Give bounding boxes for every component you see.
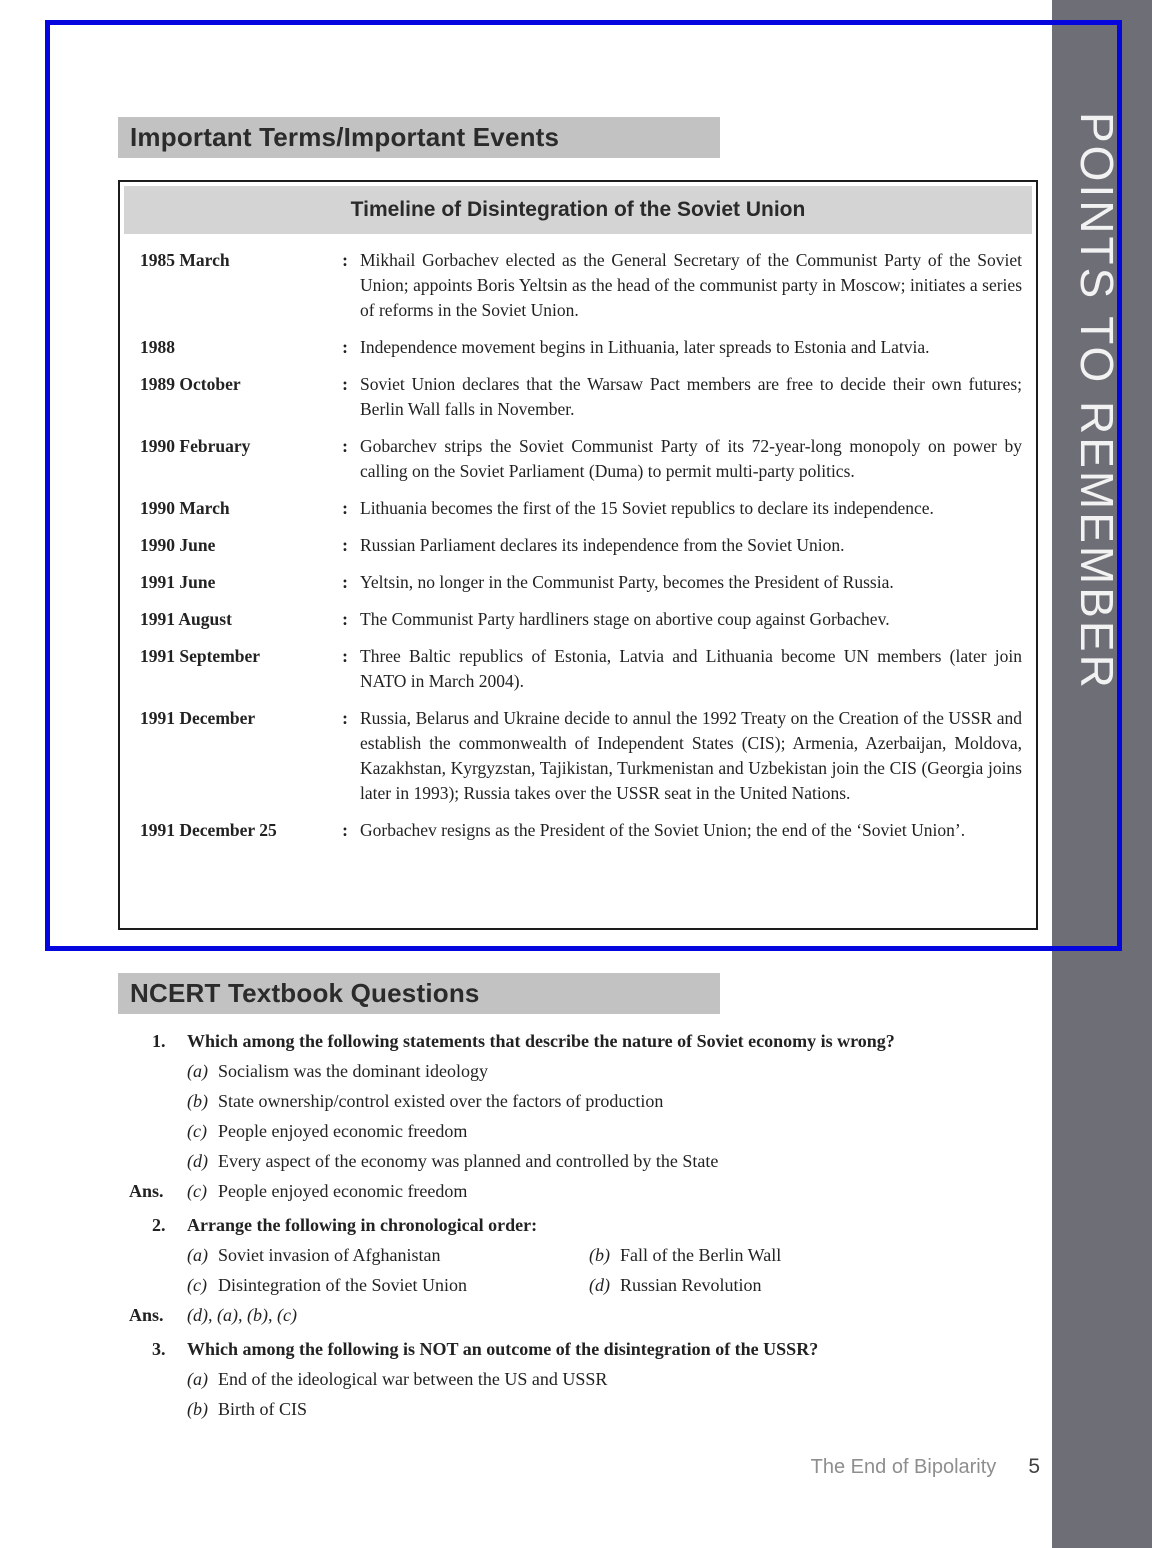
timeline-row [140, 335, 1024, 360]
option-label: (a) [187, 1061, 208, 1081]
answer-sequence: (d), (a), (b), (c) [187, 1305, 297, 1325]
timeline-date: 1991 December [140, 708, 256, 728]
timeline-separator: : [342, 609, 348, 629]
timeline-separator: : [342, 572, 348, 592]
question-number: 2. [152, 1215, 166, 1235]
option-text: Fall of the Berlin Wall [620, 1245, 782, 1265]
answer-option [187, 1176, 467, 1206]
option [187, 1270, 589, 1300]
timeline-event-text: The Communist Party hardliners stage on abortive coup against Gorbachev. [360, 609, 890, 629]
timeline-date: 1990 February [140, 436, 251, 456]
timeline-event-text: Lithuania becomes the first of the 15 Soviet republics to declare its independence. [360, 498, 934, 518]
timeline-date: 1989 October [140, 374, 241, 394]
option [589, 1270, 1042, 1300]
timeline-separator: : [342, 250, 348, 270]
option-text: People enjoyed economic freedom [218, 1121, 468, 1141]
option-text: Disintegration of the Soviet Union [218, 1275, 467, 1295]
timeline-date: 1991 September [140, 646, 261, 666]
timeline-event-text: Mikhail Gorbachev elected as the General Secretary of the Communist Party of the Soviet Union; appoints Boris Yeltsin as the head of the communist party in Moscow; initiates a series of reforms in the Soviet Union. [360, 250, 1022, 320]
answer-option-text: People enjoyed economic freedom [218, 1181, 468, 1201]
chapter-title: The End of Bipolarity [810, 1456, 997, 1478]
option-text: Birth of CIS [218, 1399, 308, 1419]
timeline-separator: : [342, 820, 348, 840]
question-heading [118, 1026, 1042, 1056]
option [187, 1056, 1042, 1086]
option [187, 1086, 1042, 1116]
option-text: Socialism was the dominant ideology [218, 1061, 488, 1081]
timeline-date: 1990 June [140, 535, 216, 555]
option-text: State ownership/control existed over the factors of production [218, 1091, 664, 1111]
question-number: 3. [152, 1339, 166, 1359]
timeline-title: Timeline of Disintegration of the Soviet Union [124, 186, 1032, 234]
answer-label: Ans. [129, 1305, 164, 1325]
question-text: Which among the following is NOT an outcome of the disintegration of the USSR? [187, 1339, 819, 1359]
timeline-event-text: Russian Parliament declares its independence from the Soviet Union. [360, 535, 845, 555]
option [187, 1394, 1042, 1424]
option-label: (b) [187, 1399, 208, 1419]
options-list [187, 1240, 1042, 1300]
timeline-event-text: Yeltsin, no longer in the Communist Party, becomes the President of Russia. [360, 572, 894, 592]
option-text: Every aspect of the economy was planned and controlled by the State [218, 1151, 719, 1171]
timeline-separator: : [342, 646, 348, 666]
timeline-separator: : [342, 498, 348, 518]
options-list [187, 1056, 1042, 1176]
question-number: 1. [152, 1031, 166, 1051]
option [187, 1364, 1042, 1394]
question-text: Arrange the following in chronological order: [187, 1215, 538, 1235]
timeline-separator: : [342, 436, 348, 456]
timeline-date: 1991 August [140, 609, 232, 629]
option-label: (a) [187, 1369, 208, 1389]
timeline-rows [120, 238, 1036, 843]
option-label: (c) [187, 1121, 207, 1141]
page-number: 5 [1028, 1455, 1040, 1478]
timeline-row [140, 533, 1024, 558]
timeline-row [140, 644, 1024, 694]
answer-option-label: (c) [187, 1181, 207, 1201]
timeline-event-text: Russia, Belarus and Ukraine decide to annul the 1992 Treaty on the Creation of the USSR and establish the commonwealth of Independent States (CIS); Armenia, Azerbaijan, Moldova, Kazakhstan, Kyrgyzstan, Tajikistan, Turkmenistan and Uzbekistan join the CIS (Georgia joins later in 1993); Russia takes over the USSR seat in the United Nations. [360, 708, 1022, 803]
timeline-date: 1988 [140, 337, 175, 357]
timeline-row [140, 372, 1024, 422]
option [589, 1240, 1042, 1270]
timeline-event-text: Independence movement begins in Lithuania, later spreads to Estonia and Latvia. [360, 337, 930, 357]
option-text: End of the ideological war between the US and USSR [218, 1369, 608, 1389]
option-text: Russian Revolution [620, 1275, 762, 1295]
question-heading [118, 1334, 1042, 1364]
timeline-date: 1991 December 25 [140, 820, 277, 840]
option [187, 1146, 1042, 1176]
timeline-separator: : [342, 337, 348, 357]
question-heading [118, 1210, 1042, 1240]
answer-row [129, 1300, 1042, 1330]
timeline-event-text: Gorbachev resigns as the President of the Soviet Union; the end of the ‘Soviet Union’. [360, 820, 966, 840]
timeline-separator: : [342, 708, 348, 728]
page-footer [118, 1455, 1040, 1479]
timeline-event-text: Three Baltic republics of Estonia, Latvia and Lithuania become UN members (later join NATO in March 2004). [360, 646, 1022, 691]
timeline-row [140, 496, 1024, 521]
timeline-row [140, 818, 1024, 843]
timeline-row [140, 248, 1024, 323]
option-label: (c) [187, 1275, 207, 1295]
option-label: (a) [187, 1245, 208, 1265]
questions-area [118, 1022, 1042, 1424]
option [187, 1116, 1042, 1146]
timeline-date: 1985 March [140, 250, 230, 270]
timeline-separator: : [342, 535, 348, 555]
timeline-box [118, 180, 1038, 930]
timeline-event-text: Gobarchev strips the Soviet Communist Party of its 72-year-long monopoly on power by calling on the Soviet Parliament (Duma) to permit multi-party politics. [360, 436, 1022, 481]
answer-label: Ans. [129, 1181, 164, 1201]
answer-row [129, 1176, 1042, 1206]
option-text: Soviet invasion of Afghanistan [218, 1245, 441, 1265]
timeline-row [140, 570, 1024, 595]
timeline-date: 1991 June [140, 572, 216, 592]
timeline-separator: : [342, 374, 348, 394]
option-label: (d) [589, 1275, 610, 1295]
option-label: (b) [589, 1245, 610, 1265]
section-title-important-terms: Important Terms/Important Events [118, 117, 720, 158]
option-label: (d) [187, 1151, 208, 1171]
timeline-row [140, 434, 1024, 484]
timeline-row [140, 607, 1024, 632]
timeline-row [140, 706, 1024, 806]
option [187, 1240, 589, 1270]
option-label: (b) [187, 1091, 208, 1111]
options-list [187, 1364, 1042, 1424]
timeline-date: 1990 March [140, 498, 230, 518]
question-text: Which among the following statements that describe the nature of Soviet economy is wrong? [187, 1031, 895, 1051]
timeline-event-text: Soviet Union declares that the Warsaw Pact members are free to decide their own futures; Berlin Wall falls in November. [360, 374, 1022, 419]
sidebar-vertical-label: POINTS TO REMEMBER [1071, 112, 1123, 691]
section-title-ncert-questions: NCERT Textbook Questions [118, 973, 720, 1014]
